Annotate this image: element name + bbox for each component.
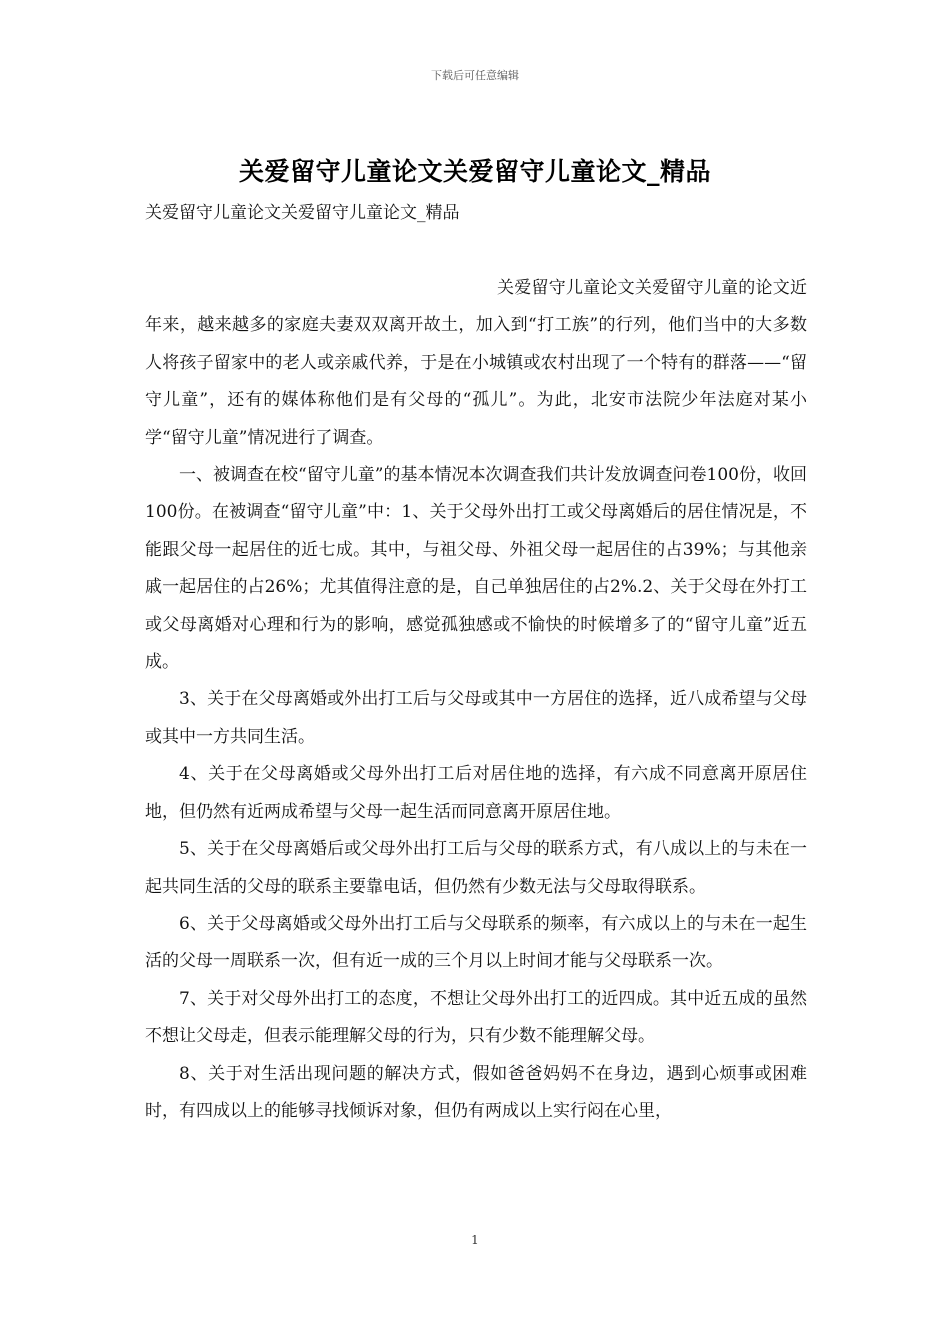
paragraph-4: 4、关于在父母离婚或父母外出打工后对居住地的选择，有六成不同意离开原居住地，但仍然有近两成希望与父母一起生活而同意离开原居住地。 — [145, 764, 807, 822]
document-body — [145, 270, 807, 1130]
page-number: 1 — [471, 1233, 479, 1247]
paragraph-7: 7、关于对父母外出打工的态度，不想让父母外出打工的近四成。其中近五成的虽然不想让父母走，但表示能理解父母的行为，只有少数不能理解父母。 — [145, 988, 807, 1047]
page-header-note: 下载后可任意编辑 — [431, 69, 519, 82]
paragraph-2: 一、被调查在校“留守儿童”的基本情况本次调查我们共计发放调查问卷100份，收回100份。在被调查“留守儿童”中：1、关于父母外出打工或父母离婚后的居住情况是，不能跟父母一起居住的近七成。其中，与祖父母、外祖父母一起居住的占39%；与其他亲戚一起居住的占26%；尤其值得注意的是，自己单独居住的占2%.2、关于父母在外打工或父母离婚对心理和行为的影响，感觉孤独感或不愉快的时候增多了的“留守儿童”近五成。 — [145, 465, 807, 673]
paragraph-3: 3、关于在父母离婚或外出打工后与父母或其中一方居住的选择，近八成希望与父母或其中一方共同生活。 — [145, 689, 807, 747]
document-title: 关爱留守儿童论文关爱留守儿童论文_精品 — [238, 157, 711, 186]
paragraph-6: 6、关于父母离婚或父母外出打工后与父母联系的频率，有六成以上的与未在一起生活的父母一周联系一次，但有近一成的三个月以上时间才能与父母联系一次。 — [145, 913, 807, 972]
paragraph-8: 8、关于对生活出现问题的解决方式，假如爸爸妈妈不在身边，遇到心烦事或困难时，有四成以上的能够寻找倾诉对象，但仍有两成以上实行闷在心里， — [145, 1063, 807, 1121]
paragraph-5: 5、关于在父母离婚后或父母外出打工后与父母的联系方式，有八成以上的与未在一起共同生活的父母的联系主要靠电话，但仍然有少数无法与父母取得联系。 — [145, 839, 807, 897]
paragraph-1: 关爱留守儿童论文关爱留守儿童的论文近年来，越来越多的家庭夫妻双双离开故土，加入到“打工族”的行列，他们当中的大多数人将孩子留家中的老人或亲戚代养，于是在小城镇或农村出现了一个特有的群落——“留守儿童”，还有的媒体称他们是有父母的“孤儿”。为此，北安市法院少年法庭对某小学“留守儿童”情况进行了调查。 — [145, 278, 807, 448]
document-subtitle: 关爱留守儿童论文关爱留守儿童论文_精品 — [145, 203, 460, 223]
